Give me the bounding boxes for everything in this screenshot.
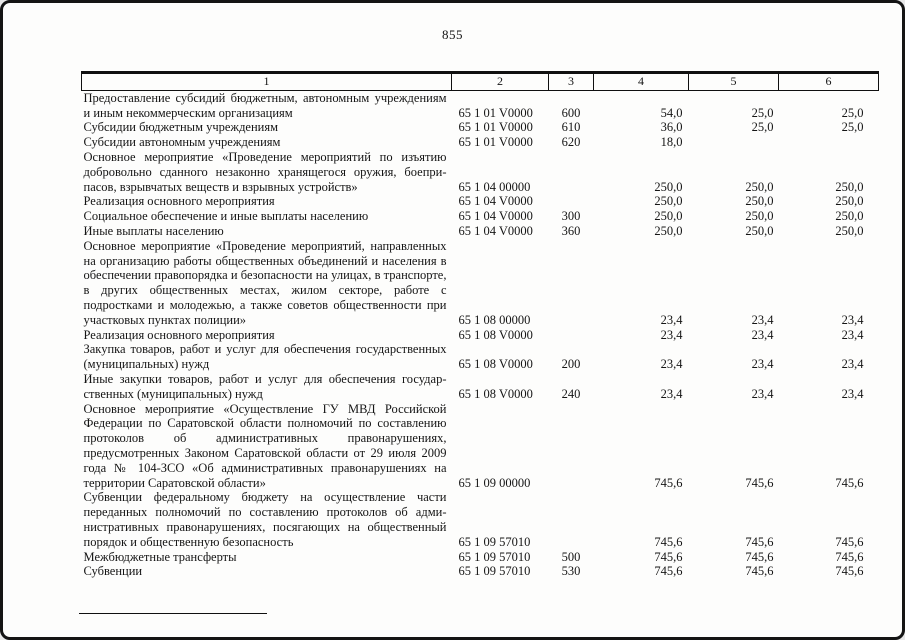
row-amount-col6: 745,6 [835,534,864,549]
row-amount-col5: 745,6 [745,475,774,490]
page-number: 855 [442,27,463,42]
row-name: Межбюджетные трансферты [83,549,237,564]
row-name: Закупка товаров, работ и услуг для обеспечения государственных (муниципальных) нужд [83,342,447,372]
row-amount-col6: 23,4 [841,312,864,327]
row-amount-col5: 250,0 [745,209,774,224]
table-row [82,402,879,491]
row-name: Предоставление субсидий бюджетным, автономным учреждениям и иным некоммерческим организациям [83,90,447,120]
table-row [82,328,879,343]
row-code: 65 1 01 V0000 [458,120,533,135]
row-code: 65 1 09 57010 [458,549,531,564]
row-name: Реализация основного мероприятия [83,194,275,209]
row-amount-col4: 250,0 [654,194,683,209]
row-amount-col4: 745,6 [654,534,683,549]
row-code: 65 1 04 V0000 [458,194,533,209]
row-amount-col4: 18,0 [660,135,683,150]
row-code: 65 1 04 V0000 [458,209,533,224]
budget-table [81,71,879,579]
row-name: Реализация основного мероприятия [83,327,275,342]
row-code: 65 1 08 00000 [458,312,531,327]
row-amount-col5: 23,4 [751,327,774,342]
row-amount-col6: 250,0 [835,194,864,209]
row-amount-col5 [689,135,779,150]
row-amount-col4: 23,4 [660,312,683,327]
row-amount-col5: 25,0 [751,105,774,120]
column-header-5: 5 [689,73,779,91]
table-row [82,550,879,565]
row-amount-col4: 250,0 [654,209,683,224]
table-row [82,490,879,549]
column-header-3: 3 [549,73,594,91]
row-expense-type-code: 600 [561,105,581,120]
row-code: 65 1 04 00000 [458,179,531,194]
table-row [82,135,879,150]
row-amount-col6: 23,4 [841,386,864,401]
row-amount-col5: 25,0 [751,120,774,135]
column-header-6: 6 [779,73,879,91]
row-amount-col5: 23,4 [751,386,774,401]
row-code: 65 1 01 V0000 [458,135,533,150]
row-amount-col4: 250,0 [654,179,683,194]
row-amount-col5: 745,6 [745,549,774,564]
table-row [82,224,879,239]
row-name: Субвенции федеральному бюджету на осуществление части переданных полномочий по составлению протоколов об административных правонарушениях, посягающих на общественный порядок и общественную безопасность [83,490,447,549]
row-name: Основное мероприятие «Проведение мероприятий по изъятию добровольно сданного незаконно хранящегося оружия, боеприпасов, взрывчатых веществ и взрывных устройств» [83,149,447,194]
row-code: 65 1 08 V0000 [458,327,533,342]
row-amount-col4: 23,4 [660,386,683,401]
row-amount-col6: 745,6 [835,564,864,579]
row-amount-col6: 745,6 [835,475,864,490]
row-name: Субсидии автономным учреждениям [83,135,281,150]
row-code: 65 1 09 00000 [458,475,531,490]
row-expense-type-code: 360 [561,223,581,238]
row-amount-col4: 23,4 [660,327,683,342]
row-amount-col4: 745,6 [654,549,683,564]
table-row [82,342,879,372]
column-number-header-row [82,73,879,91]
row-expense-type-code: 300 [561,209,581,224]
row-amount-col5: 745,6 [745,534,774,549]
row-amount-col5: 250,0 [745,179,774,194]
row-code: 65 1 04 V0000 [458,223,533,238]
row-name: Иные закупки товаров, работ и услуг для обеспечения государственных (муниципальных) нужд [83,371,447,401]
table-row [82,194,879,209]
row-amount-col6: 23,4 [841,327,864,342]
row-expense-type-code [549,150,594,194]
column-header-2: 2 [452,73,549,91]
row-amount-col5: 23,4 [751,357,774,372]
row-expense-type-code: 200 [561,357,581,372]
row-amount-col4: 745,6 [654,475,683,490]
row-expense-type-code [549,490,594,549]
row-name: Субсидии бюджетным учреждениям [83,120,279,135]
table-row [82,150,879,194]
row-amount-col6: 250,0 [835,179,864,194]
row-name: Основное мероприятие «Осуществление ГУ МВД Российской Федерации по Саратовской области полномочий по составлению протоколов об административных правонарушениях, предусмотренных Законом Саратовской области от 29 июля 2009 года № 104-ЗСО «Об административных правонарушениях на территории Саратовской области» [83,401,447,490]
row-expense-type-code [549,239,594,328]
row-amount-col5: 250,0 [745,194,774,209]
row-amount-col6: 250,0 [835,209,864,224]
row-amount-col6: 23,4 [841,357,864,372]
row-amount-col6 [779,135,879,150]
row-amount-col6: 745,6 [835,549,864,564]
row-amount-col6: 250,0 [835,223,864,238]
row-expense-type-code [549,194,594,209]
row-amount-col5: 250,0 [745,223,774,238]
row-expense-type-code: 610 [561,120,581,135]
row-code: 65 1 08 V0000 [458,357,533,372]
row-amount-col5: 745,6 [745,564,774,579]
row-expense-type-code: 240 [561,386,581,401]
row-amount-col4: 250,0 [654,223,683,238]
row-code: 65 1 09 57010 [458,534,531,549]
table-row [82,209,879,224]
row-amount-col6: 25,0 [841,120,864,135]
row-code: 65 1 01 V0000 [458,105,533,120]
row-name: Иные выплаты населению [83,223,224,238]
footer-rule [79,613,267,614]
row-expense-type-code: 500 [561,549,581,564]
row-expense-type-code: 620 [561,135,581,150]
column-header-1: 1 [82,73,452,91]
table-row [82,239,879,328]
row-amount-col4: 23,4 [660,357,683,372]
table-row [82,90,879,120]
row-amount-col6: 25,0 [841,105,864,120]
row-name: Субвенции [83,564,143,579]
row-amount-col5: 23,4 [751,312,774,327]
column-header-4: 4 [594,73,689,91]
table-body [82,90,879,579]
row-code: 65 1 09 57010 [458,564,531,579]
table-row [82,372,879,402]
row-amount-col4: 54,0 [660,105,683,120]
row-amount-col4: 745,6 [654,564,683,579]
table-row [82,564,879,579]
row-amount-col4: 36,0 [660,120,683,135]
row-expense-type-code [549,328,594,343]
row-name: Основное мероприятие «Проведение мероприятий, направленных на организацию работы общественных объединений и населения в обеспечении правопорядка и безопасности на улицах, в транспорте, в других общественных местах, жилом секторе, работе с подростками и молодежью, а также советов общественности при участковых пунктах полиции» [83,238,447,327]
row-code: 65 1 08 V0000 [458,386,533,401]
row-expense-type-code [549,402,594,491]
table-row [82,120,879,135]
row-expense-type-code: 530 [561,564,581,579]
row-name: Социальное обеспечение и иные выплаты населению [83,209,369,224]
